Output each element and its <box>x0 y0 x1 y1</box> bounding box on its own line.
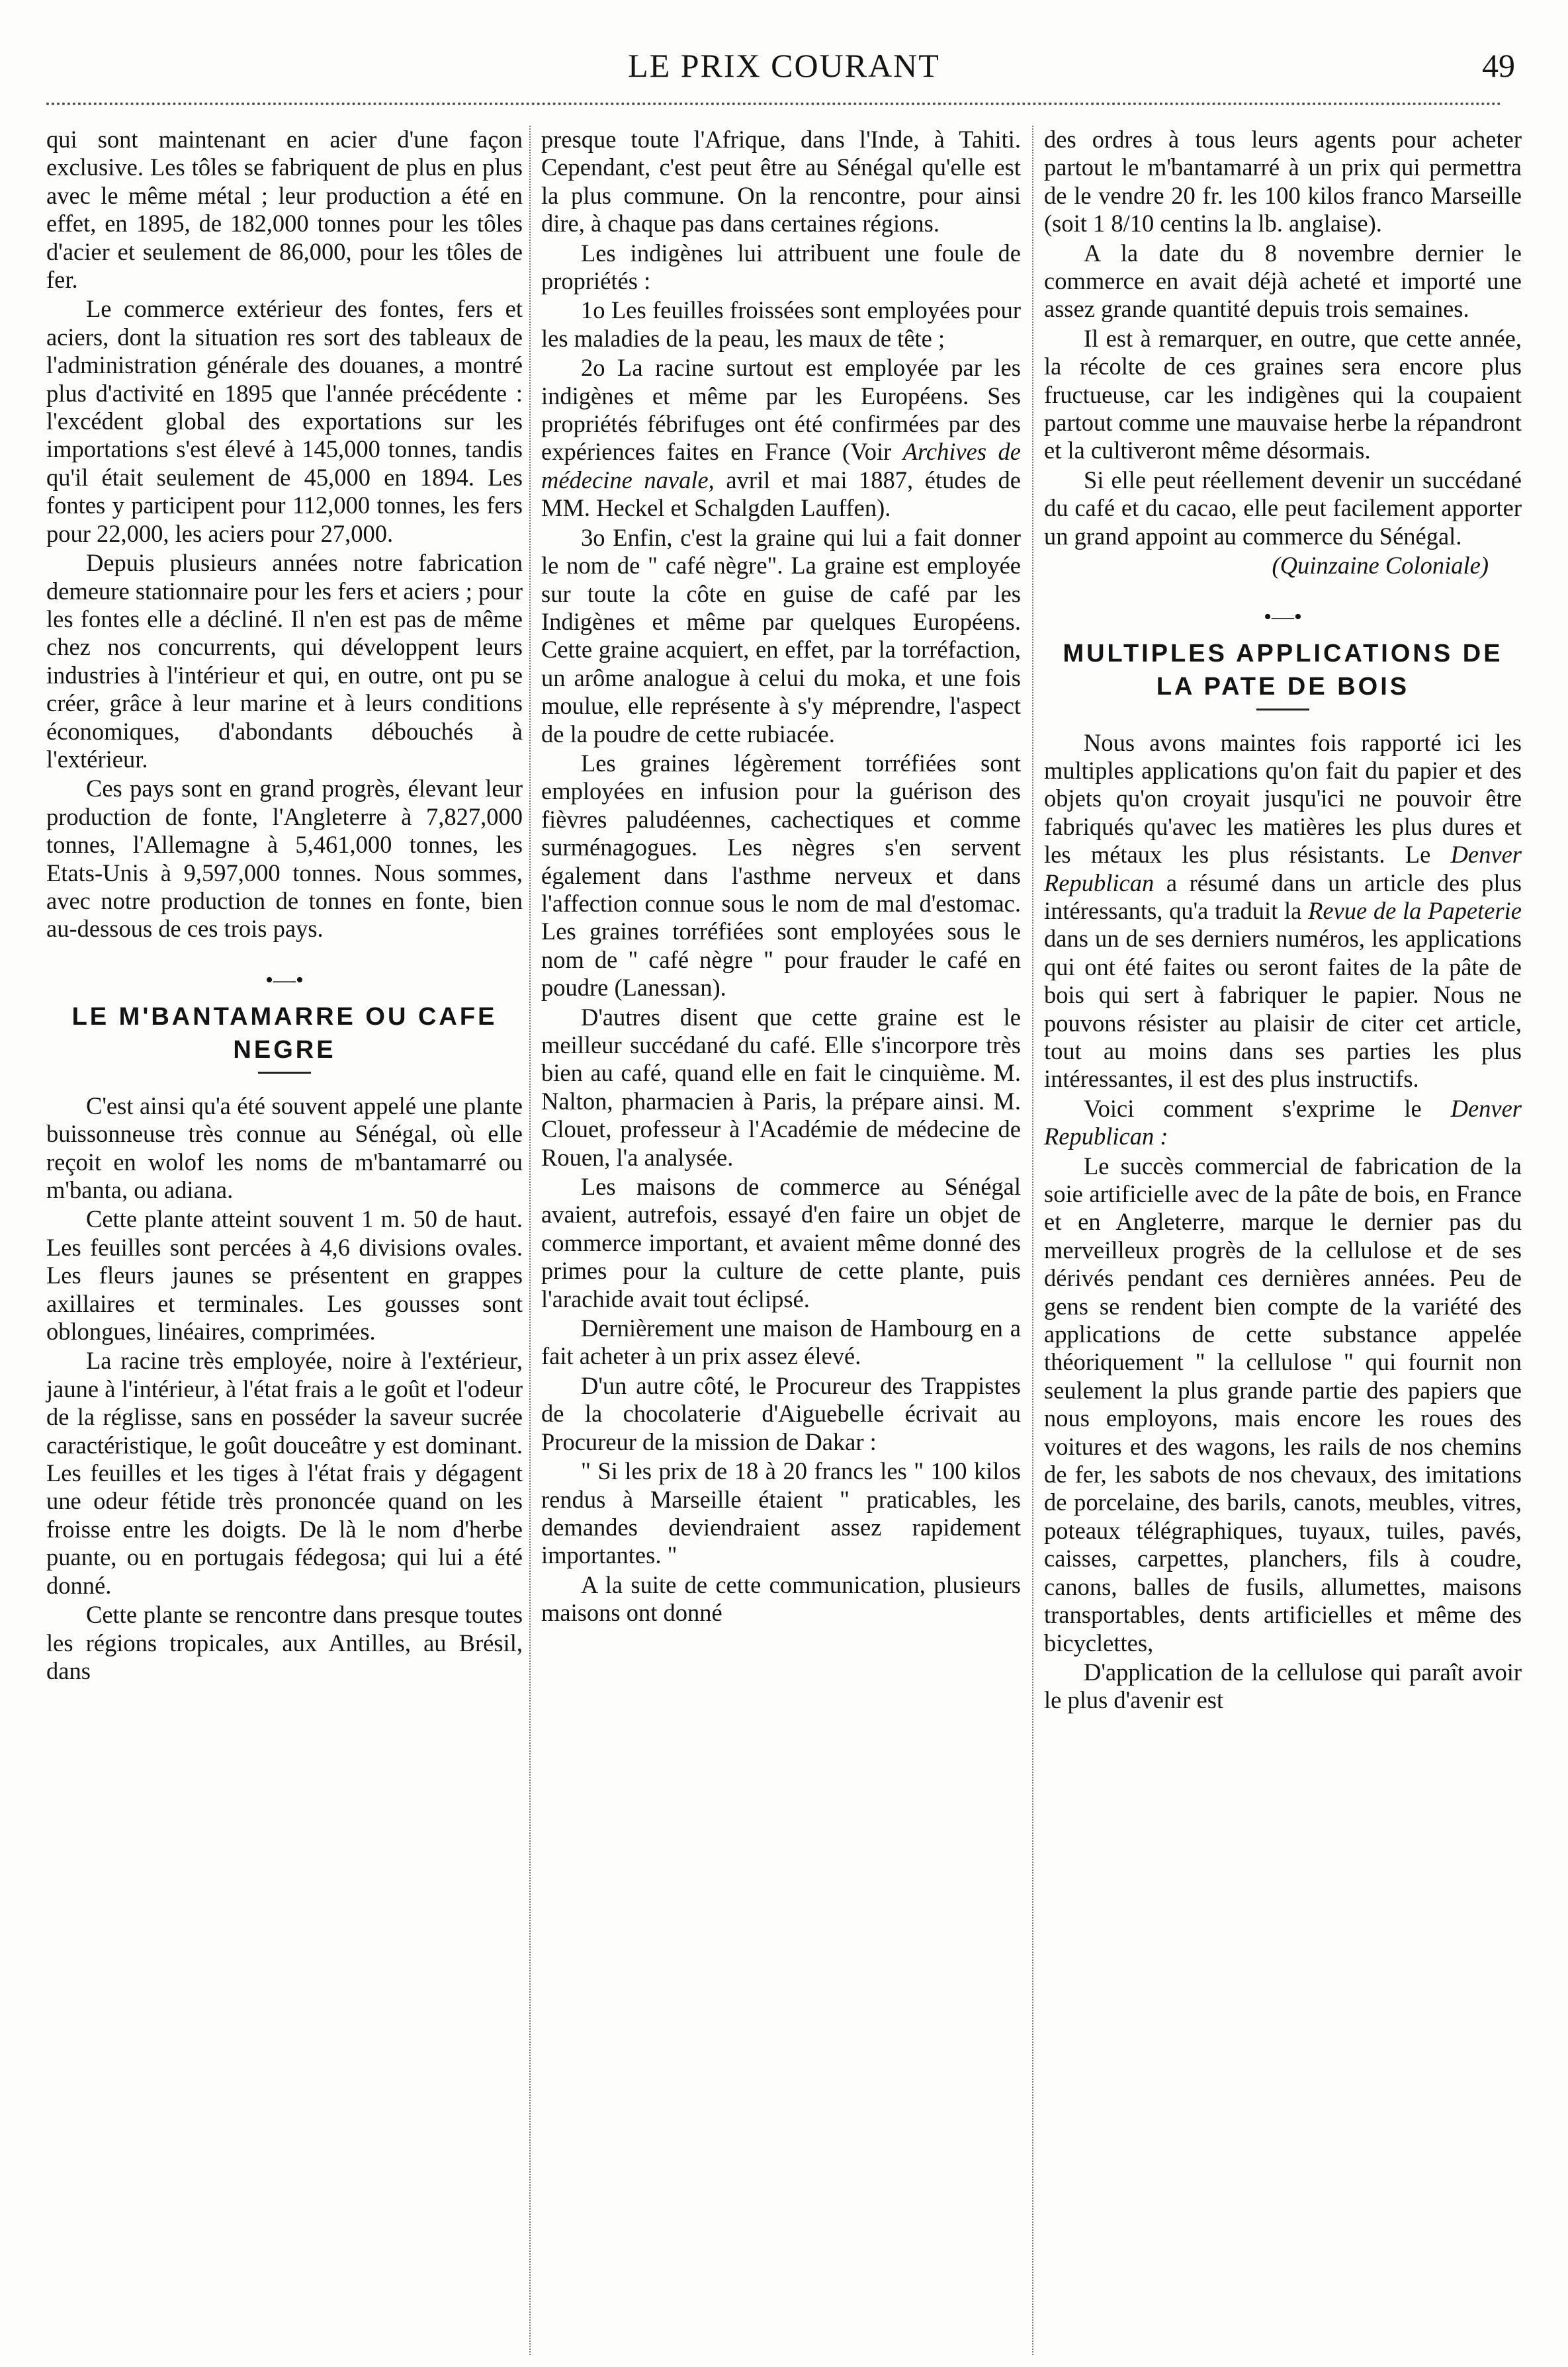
header-rule <box>46 103 1502 105</box>
italic-citation: Revue de la Papeterie <box>1308 896 1522 924</box>
paragraph: des ordres à tous leurs agents pour acheter partout le m'bantamarré à un prix qui permettra de le vendre 20 fr. les 100 kilos franco Marseille (soit 1 8/10 centins la lb. anglaise). <box>1044 126 1522 237</box>
text-run: Nous avons maintes fois rapporté ici les multiples applications qu'on fait du papier et des objets qu'on croyait jusqu'ici ne pouvoir être fabriqués qu'avec les matières les plus dures et les métaux les plus résistants. Le <box>1044 728 1522 869</box>
running-title: LE PRIX COURANT <box>628 47 940 84</box>
paragraph: Les indigènes lui attribuent une foule de propriétés : <box>541 239 1021 295</box>
paragraph: C'est ainsi qu'a été souvent appelé une plante buissonneuse très connue au Sénégal, où elle reçoit en wolof les noms de m'bantamarré ou m'banta, ou adiana. <box>46 1092 523 1203</box>
text-run: Voici comment s'exprime le <box>1084 1094 1422 1122</box>
column-1 <box>46 126 523 1686</box>
paragraph: A la suite de cette communication, plusieurs maisons ont donné <box>541 1571 1021 1627</box>
page-header <box>40 46 1528 93</box>
paragraph <box>1044 1095 1522 1151</box>
text-run: a résumé dans un article des plus intéressants, qu'a traduit la <box>1044 869 1522 924</box>
paragraph: D'application de la cellulose qui paraît avoir le plus d'avenir est <box>1044 1658 1522 1714</box>
paragraph: Il est à remarquer, en outre, que cette année, la récolte de ces graines sera encore plus fructueuse, car les indigènes qui la coupaient partout comme une mauvaise herbe la répandront et la cultiveront même désormais. <box>1044 324 1522 464</box>
section-ornament: •—• <box>1264 604 1302 629</box>
quotation: " Si les prix de 18 à 20 francs les " 100 kilos rendus à Marseille étaient " praticables, les demandes deviendraient assez rapidement importantes. " <box>541 1457 1021 1569</box>
heading-rule <box>258 1072 311 1074</box>
paragraph: 1o Les feuilles froissées sont employées pour les maladies de la peau, les maux de tête ; <box>541 296 1021 352</box>
italic-citation: Denver Republican <box>1044 841 1522 896</box>
paragraph: 3o Enfin, c'est la graine qui lui a fait donner le nom de " café nègre". La graine est employée sur toute la côte en guise de café par les Indigènes et même par quelques Européens. Cette graine acquiert, en effet, par la torréfaction, un arôme analogue à celui du moka, et une fois moulue, elle représente à s'y méprendre, l'aspect de la poudre de cette rubiacée. <box>541 523 1021 748</box>
paragraph: A la date du 8 novembre dernier le commerce en avait déjà acheté et importé une assez grande quantité depuis trois semaines. <box>1044 239 1522 323</box>
italic-citation: Denver Republican : <box>1044 1094 1522 1150</box>
paragraph: Le succès commercial de fabrication de la soie artificielle avec de la pâte de bois, en France et en Angleterre, marque le dernier pas du merveilleux progrès de la cellulose et de ses dérivés pendant ces dernières années. Peu de gens se rendent bien compte de la variété des applications de cette substance appelée théoriquement " la cellulose " qui fournit non seulement la plus grande partie des papiers que nous employons, mais encore les roues des voitures et des wagons, les rails de nos chemins de fer, les sabots de nos chevaux, des imitations de porcelaine, des barils, canots, meubles, vitres, poteaux télégraphiques, tuyaux, tuiles, pavés, caisses, carpettes, planchers, fils à coudre, canons, balles de fusils, allumettes, maisons transportables, dents artificielles et même des bicyclettes, <box>1044 1152 1522 1657</box>
italic-citation: Archives de médecine navale, <box>541 438 1022 494</box>
page-number: 49 <box>1482 47 1515 84</box>
paragraph: presque toute l'Afrique, dans l'Inde, à Tahiti. Cependant, c'est peut être au Sénégal qu'elle est la plus commune. On la rencontre, pour ainsi dire, à chaque pas dans certaines régions. <box>541 126 1021 237</box>
column-2 <box>541 126 1021 1629</box>
paragraph: D'un autre côté, le Procureur des Trappistes de la chocolaterie d'Aiguebelle écrivait au Procureur de la mission de Dakar : <box>541 1371 1021 1455</box>
paragraph: La racine très employée, noire à l'extérieur, jaune à l'intérieur, à l'état frais a le goût et l'odeur de la réglisse, sans en posséder la saveur sucrée caractéristique, le goût douceâtre y est dominant. Les feuilles et les tiges à l'état frais y dégagent une odeur fétide très prononcée quand on les froisse entre les doigts. De là le nom d'herbe puante, ou en portugais fédegosa; qui lui a été donné. <box>46 1347 523 1599</box>
paragraph <box>1044 729 1522 1094</box>
source-signature: (Quinzaine Coloniale) <box>1272 552 1489 580</box>
text-run: avril et mai 1887, études de MM. Heckel et Schalgden Lauffen). <box>541 466 1022 522</box>
column-3 <box>1044 126 1522 1716</box>
paragraph: Cette plante atteint souvent 1 m. 50 de haut. Les feuilles sont percées à 4,6 divisions ovales. Les fleurs jaunes se présentent en grappes axillaires et terminales. Les gousses sont oblongues, linéaires, comprimées. <box>46 1205 523 1346</box>
paragraph: Dernièrement une maison de Hambourg en a fait acheter à un prix assez élevé. <box>541 1314 1021 1370</box>
paragraph <box>541 354 1021 522</box>
paragraph: Ces pays sont en grand progrès, élevant leur production de fonte, l'Angleterre à 7,827,000 tonnes, l'Allemagne à 5,461,000 tonnes, les Etats-Unis à 9,597,000 tonnes. Nous sommes, avec notre production de tonnes en fonte, bien au-dessous de ces trois pays. <box>46 775 523 943</box>
article-heading: MULTIPLES APPLICATIONS DE LA PATE DE BOIS <box>1063 639 1503 701</box>
article-heading: LE M'BANTAMARRE OU CAFE NEGRE <box>71 1002 498 1064</box>
paragraph: Si elle peut réellement devenir un succédané du café et du cacao, elle peut facilement apporter un grand appoint au commerce du Sénégal. <box>1044 466 1522 550</box>
paragraph: Le commerce extérieur des fontes, fers et aciers, dont la situation res sort des tableaux de l'administration générale des douanes, a montré plus d'activité en 1895 que l'année précédente : l'excédent global des exportations sur les importations s'est élevé à 145,000 tonnes, tandis qu'il était seulement de 45,000 en 1894. Les fontes y participent pour 112,000 tonnes, les fers pour 22,000, les aciers pour 27,000. <box>46 295 523 547</box>
text-run: dans un de ses derniers numéros, les applications qui ont été faites ou seront faites de la pâte de bois qui sert à fabriquer le papier. Nous ne pouvons résister au plaisir de citer cet article, tout au moins dans ses parties les plus intéressantes, il est des plus instructifs. <box>1044 925 1522 1093</box>
text-run: 2o La racine surtout est employée par les indigènes et même par les Européens. Ses propriétés fébrifuges ont été confirmées par des expériences faites en France (Voir <box>541 354 1021 466</box>
heading-rule <box>1256 709 1309 710</box>
column-divider <box>529 126 531 2355</box>
paragraph: Les maisons de commerce au Sénégal avaient, autrefois, essayé d'en faire un objet de commerce important, et avaient même donné des primes pour la culture de cette plante, puis l'arachide avait tout éclipsé. <box>541 1173 1021 1313</box>
paragraph: Cette plante se rencontre dans presque toutes les régions tropicales, aux Antilles, au Brésil, dans <box>46 1601 523 1684</box>
paragraph: Les graines légèrement torréfiées sont employées en infusion pour la guérison des fièvres paludéennes, cachectiques et comme surménagogues. Les nègres s'en servent également dans l'asthme nerveux et dans l'affection connue sous le nom de mal d'estomac. Les graines torréfiées sont employées sous le nom de " café nègre " pour frauder le café en poudre (Lanessan). <box>541 749 1021 1002</box>
column-divider <box>1032 126 1033 2355</box>
section-ornament: •—• <box>265 967 304 992</box>
paragraph: qui sont maintenant en acier d'une façon exclusive. Les tôles se fabriquent de plus en plus avec le même métal ; leur production a été en effet, en 1895, de 182,000 tonnes pour les tôles d'acier et seulement de 86,000, pour les tôles de fer. <box>46 126 523 294</box>
paragraph: Depuis plusieurs années notre fabrication demeure stationnaire pour les fers et aciers ; pour les fontes elle a décliné. Il n'en est pas de même chez nos concurrents, qui développent leurs industries à l'intérieur et qui, en outre, ont pu se créer, grâce à leur marine et à leurs conditions économiques, d'abondants débouchés à l'extérieur. <box>46 549 523 773</box>
paragraph: D'autres disent que cette graine est le meilleur succédané du café. Elle s'incorpore très bien au café, quand elle en fait le cinquième. M. Nalton, pharmacien à Paris, la prépare ainsi. M. Clouet, professeur à l'Académie de médecine de Rouen, l'a analysée. <box>541 1003 1021 1171</box>
